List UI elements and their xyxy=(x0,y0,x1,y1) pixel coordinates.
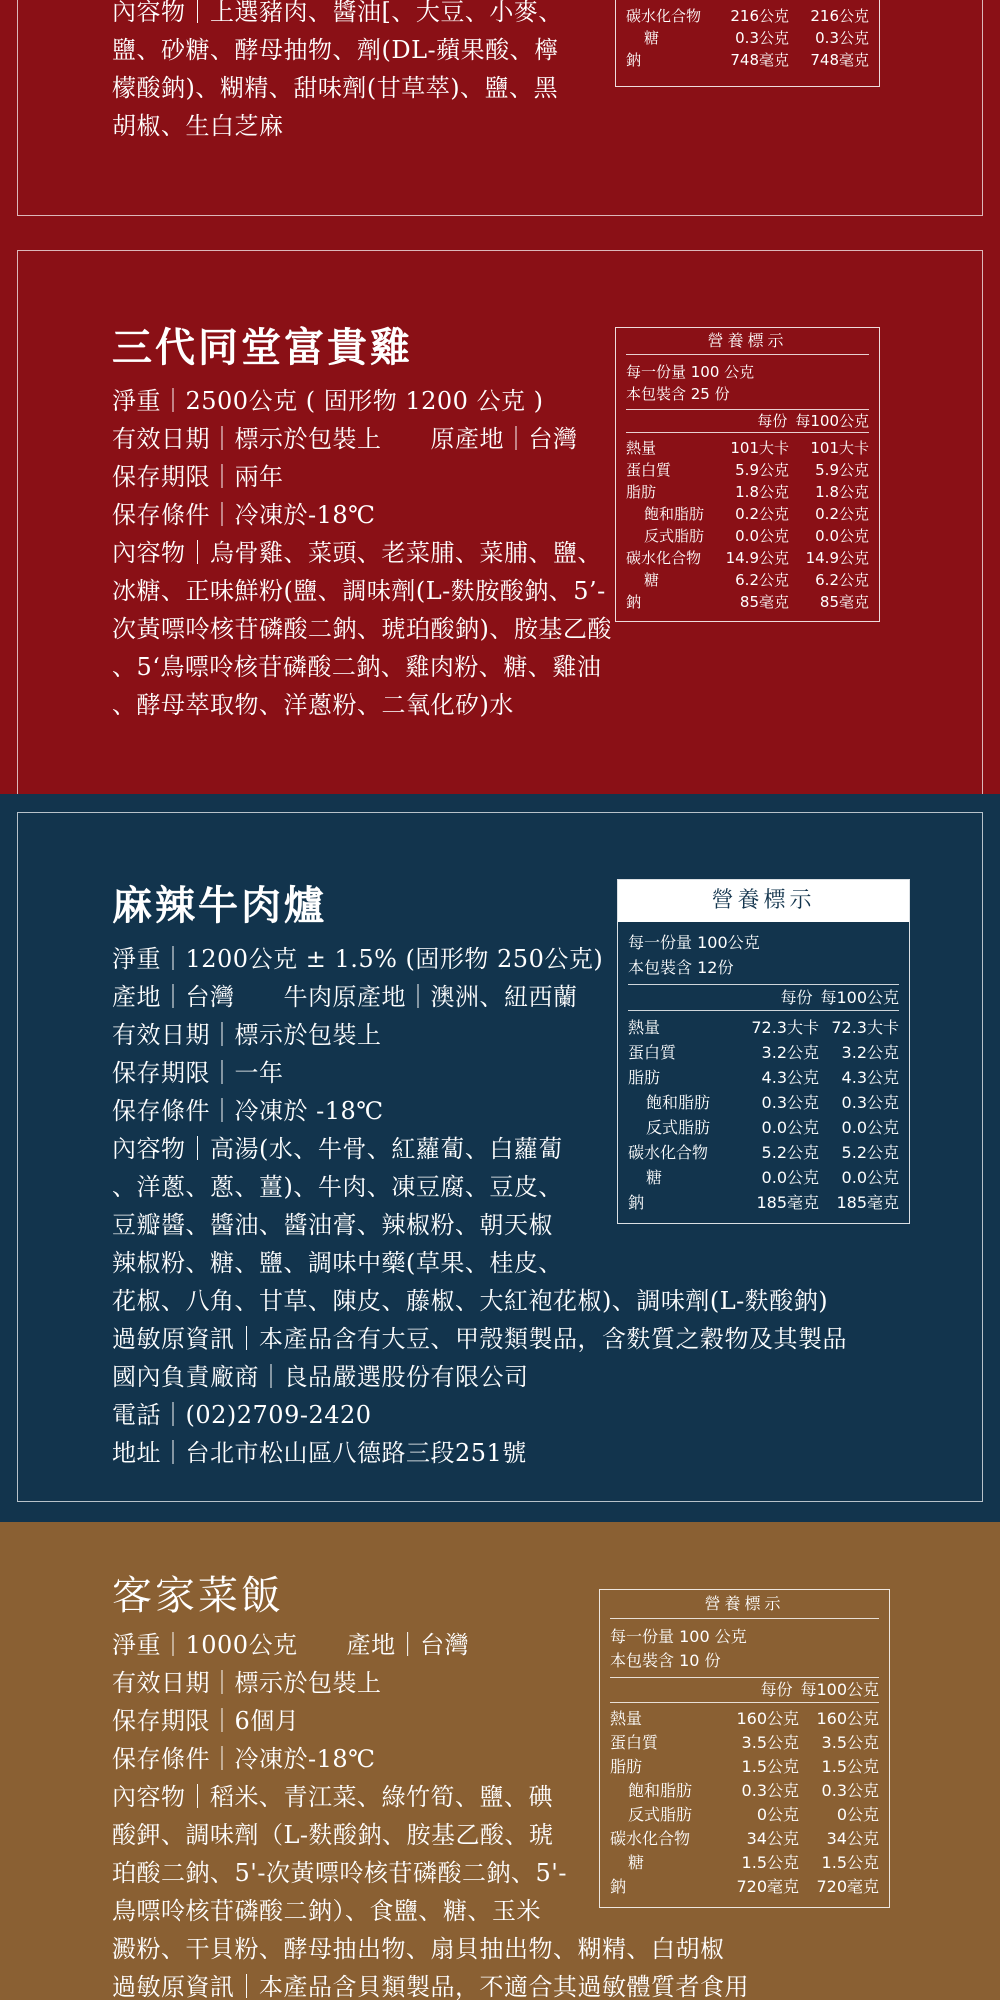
text-line: 保存條件｜冷凍於-18℃ xyxy=(112,1745,376,1773)
nutrition-row: 鈉 720毫克 720毫克 xyxy=(610,1877,879,1896)
section-beef xyxy=(0,794,1000,1522)
nutrition-row: 碳水化合物 5.2公克 5.2公克 xyxy=(628,1143,899,1162)
text-line: 產地｜台灣 牛肉原產地｜澳洲、紐西蘭 xyxy=(112,983,578,1011)
text-line: 保存期限｜一年 xyxy=(112,1059,284,1087)
nutrition-row: 脂肪 1.8公克 1.8公克 xyxy=(626,483,869,501)
nutrition-row: 反式脂肪 0公克 0公克 xyxy=(628,1805,879,1824)
text-line: 保存期限｜6個月 xyxy=(112,1707,300,1735)
text-line: 、5‘鳥嘌呤核苷磷酸二鈉、雞肉粉、糖、雞油 xyxy=(112,653,602,681)
column-headers: 每份 每100公克 xyxy=(628,985,899,1011)
text-line: 過敏原資訊｜本產品含貝類製品，不適合其過敏體質者食用 xyxy=(112,1973,749,2000)
nutrition-row: 糖 0.3公克 0.3公克 xyxy=(644,29,869,47)
text-line: 鳥嘌呤核苷磷酸二鈉）、食鹽、糖、玉米 xyxy=(112,1897,541,1925)
text-line: 有效日期｜標示於包裝上 原產地｜台灣 xyxy=(112,425,578,453)
text-line: 澱粉、干貝粉、酵母抽出物、扇貝抽出物、糊精、白胡椒 xyxy=(112,1935,725,1963)
product-title: 麻辣牛肉爐 xyxy=(112,882,327,929)
nutrition-table xyxy=(615,0,880,87)
text-line: 、洋蔥、蔥、薑)、牛肉、凍豆腐、豆皮、 xyxy=(112,1173,563,1201)
nutrition-row: 飽和脂肪 0.3公克 0.3公克 xyxy=(628,1781,879,1800)
text-line: 電話｜(02)2709-2420 xyxy=(112,1401,372,1429)
text-line: 酸鉀、調味劑（L-麩酸鈉、胺基乙酸、琥 xyxy=(112,1821,554,1849)
text-line: 淨重｜1000公克 產地｜台灣 xyxy=(112,1631,470,1659)
nutrition-row: 熱量 160公克 160公克 xyxy=(610,1709,879,1728)
section-top-red xyxy=(0,0,1000,234)
text-line: 、酵母萃取物、洋蔥粉、二氧化矽)水 xyxy=(112,691,514,719)
nutrition-row: 碳水化合物 14.9公克 14.9公克 xyxy=(626,549,869,567)
column-headers: 每份 每100公克 xyxy=(610,1678,879,1703)
nutrition-row: 蛋白質 3.5公克 3.5公克 xyxy=(610,1733,879,1752)
text-line: 淨重｜1200公克 ± 1.5% (固形物 250公克) xyxy=(112,945,604,973)
nutrition-row: 熱量 72.3大卡 72.3大卡 xyxy=(628,1018,899,1037)
text-line: 內容物｜烏骨雞、菜頭、老菜脯、菜脯、鹽、 xyxy=(112,539,602,567)
nutrition-row: 反式脂肪 0.0公克 0.0公克 xyxy=(646,1118,899,1137)
nutrition-heading: 營養標示 xyxy=(618,880,909,922)
section-chicken xyxy=(0,234,1000,794)
text-line: 內容物｜上選豬肉、醬油[、大豆、小麥、 xyxy=(112,0,563,26)
text-line: 豆瓣醬、醬油、醬油膏、辣椒粉、朝天椒 xyxy=(112,1211,553,1239)
nutrition-row: 脂肪 4.3公克 4.3公克 xyxy=(628,1068,899,1087)
text-line: 花椒、八角、甘草、陳皮、藤椒、大紅袍花椒)、調味劑(L-麩酸鈉) xyxy=(112,1287,829,1315)
text-line: 內容物｜高湯(水、牛骨、紅蘿蔔、白蘿蔔 xyxy=(112,1135,563,1163)
text-line: 保存條件｜冷凍於-18℃ xyxy=(112,501,376,529)
nutrition-row: 反式脂肪 0.0公克 0.0公克 xyxy=(644,527,869,545)
nutrition-table xyxy=(617,879,910,1224)
nutrition-row: 糖 1.5公克 1.5公克 xyxy=(628,1853,879,1872)
nutrition-heading: 營養標示 xyxy=(610,1590,879,1619)
nutrition-table xyxy=(615,327,880,622)
nutrition-row: 飽和脂肪 0.2公克 0.2公克 xyxy=(644,505,869,523)
text-line: 有效日期｜標示於包裝上 xyxy=(112,1021,382,1049)
text-line: 珀酸二鈉、5'-次黃嘌呤核苷磷酸二鈉、5'- xyxy=(112,1859,567,1887)
nutrition-row: 鈉 85毫克 85毫克 xyxy=(626,593,869,611)
section-rice xyxy=(0,1522,1000,2000)
text-line: 國內負責廠商｜良品嚴選股份有限公司 xyxy=(112,1363,529,1391)
text-line: 有效日期｜標示於包裝上 xyxy=(112,1669,382,1697)
text-line: 淨重｜2500公克 ( 固形物 1200 公克 ) xyxy=(112,387,544,415)
nutrition-row: 蛋白質 3.2公克 3.2公克 xyxy=(628,1043,899,1062)
serving-info: 每一份量 100公克 本包裝含 12份 xyxy=(628,930,899,985)
nutrition-heading: 營養標示 xyxy=(626,328,869,355)
text-line: 胡椒、生白芝麻 xyxy=(112,112,284,140)
nutrition-row: 碳水化合物 216公克 216公克 xyxy=(626,7,869,25)
serving-info: 每一份量 100 公克 本包裝含 25 份 xyxy=(626,361,869,410)
text-line: 過敏原資訊｜本產品含有大豆、甲殼類製品，含麩質之穀物及其製品 xyxy=(112,1325,847,1353)
text-line: 次黃嘌呤核苷磷酸二鈉、琥珀酸鈉)、胺基乙酸 xyxy=(112,615,612,643)
nutrition-row: 鈉 748毫克 748毫克 xyxy=(626,51,869,69)
product-info xyxy=(112,320,612,724)
nutrition-row: 蛋白質 5.9公克 5.9公克 xyxy=(626,461,869,479)
text-line: 保存條件｜冷凍於 -18℃ xyxy=(112,1097,384,1125)
nutrition-row: 脂肪 1.5公克 1.5公克 xyxy=(610,1757,879,1776)
nutrition-row: 飽和脂肪 0.3公克 0.3公克 xyxy=(646,1093,899,1112)
serving-info: 每一份量 100 公克 本包裝含 10 份 xyxy=(610,1625,879,1678)
product-title: 三代同堂富貴雞 xyxy=(112,324,413,371)
nutrition-row: 鈉 185毫克 185毫克 xyxy=(628,1193,899,1212)
product-title: 客家菜飯 xyxy=(112,1573,284,1619)
text-line: 辣椒粉、糖、鹽、調味中藥(草果、桂皮、 xyxy=(112,1249,563,1277)
nutrition-table xyxy=(599,1589,890,1908)
text-line: 檬酸鈉)、糊精、甜味劑(甘草萃)、鹽、黑 xyxy=(112,74,559,102)
text-line: 內容物｜稻米、青江菜、綠竹筍、鹽、碘 xyxy=(112,1783,553,1811)
text-line: 地址｜台北市松山區八德路三段251號 xyxy=(112,1439,527,1467)
nutrition-row: 糖 0.0公克 0.0公克 xyxy=(646,1168,899,1187)
column-headers: 每份 每100公克 xyxy=(626,410,869,433)
nutrition-row: 糖 6.2公克 6.2公克 xyxy=(644,571,869,589)
text-line: 保存期限｜兩年 xyxy=(112,463,284,491)
nutrition-row: 碳水化合物 34公克 34公克 xyxy=(610,1829,879,1848)
text-line: 鹽、砂糖、酵母抽物、劑(DL-蘋果酸、檸 xyxy=(112,36,559,64)
text-line: 冰糖、正味鮮粉(鹽、調味劑(L-麩胺酸鈉、5’- xyxy=(112,577,606,605)
ingredients-text xyxy=(112,0,563,145)
nutrition-row: 熱量 101大卡 101大卡 xyxy=(626,439,869,457)
